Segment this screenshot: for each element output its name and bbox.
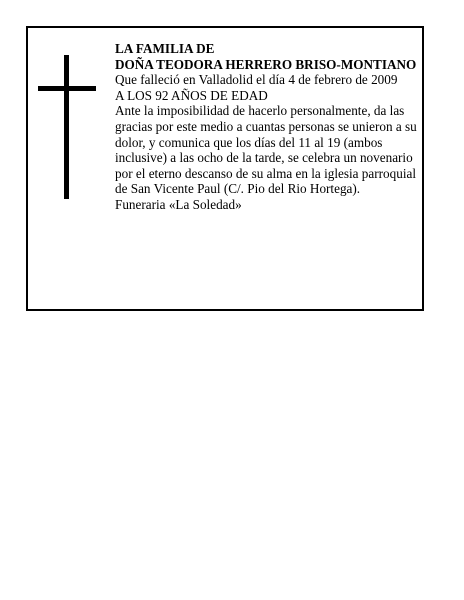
notice-text <box>115 41 417 213</box>
cross-horizontal-bar <box>38 86 96 91</box>
heading-deceased-name: DOÑA TEODORA HERRERO BRISO-MONTIANO <box>115 56 417 72</box>
notice-body: Ante la imposibilidad de hacerlo personalmente, da las gracias por este medio a cuantas personas se unieron a su dolor, y comunica que los días del 11 al 19 (ambos inclusive) a las ocho de la tarde, se celebra un novenario por el eterno descanso de su alma en la iglesia parroquial de San Vicente Paul (C/. Pio del Rio Hortega). <box>115 103 417 197</box>
death-date-line: Que falleció en Valladolid el día 4 de febrero de 2009 <box>115 72 398 88</box>
heading-family: LA FAMILIA DE <box>115 41 215 56</box>
obituary-notice <box>26 26 424 311</box>
age-line: A LOS 92 AÑOS DE EDAD <box>115 87 268 103</box>
funeral-home: Funeraria «La Soledad» <box>115 196 242 212</box>
cross-icon <box>38 55 98 199</box>
cross-vertical-bar <box>64 55 69 199</box>
